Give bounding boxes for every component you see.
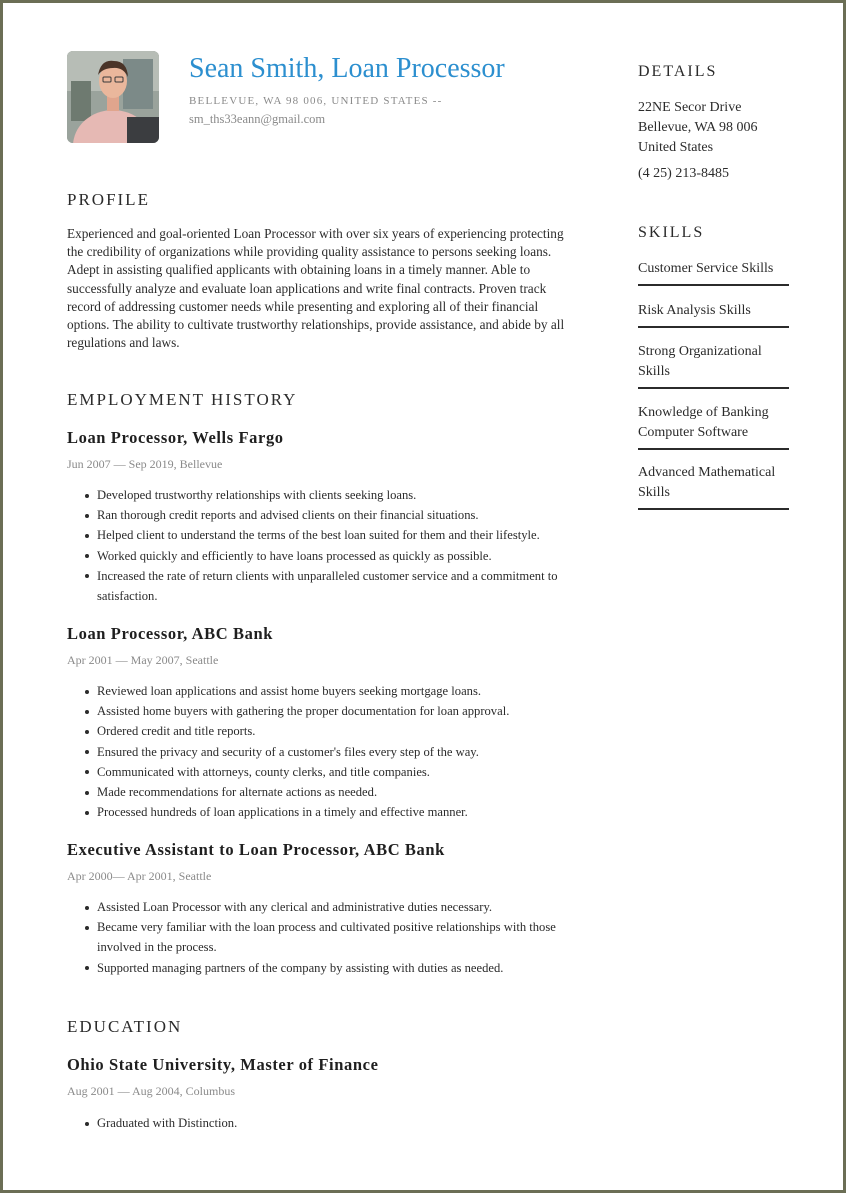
profile-photo (67, 51, 159, 143)
job-bullets (83, 681, 573, 822)
job-dates: Apr 2000— Apr 2001, Seattle (67, 869, 212, 883)
job-bullets (83, 485, 573, 606)
list-item: Reviewed loan applications and assist home buyers seeking mortgage loans. (83, 681, 573, 701)
skill-item (638, 463, 789, 510)
skill-label: Advanced Mathematical (638, 465, 776, 480)
list-item: Made recommendations for alternate actions as needed. (83, 782, 573, 802)
skill-item (638, 259, 789, 286)
skill-label: Strong Organizational (638, 344, 762, 359)
details-country: United States (638, 140, 714, 155)
job-bullets (83, 897, 573, 978)
job-dates: Apr 2001 — May 2007, Seattle (67, 653, 219, 667)
list-item: Processed hundreds of loan applications in a timely and effective manner. (83, 802, 573, 822)
list-item: Assisted home buyers with gathering the proper documentation for loan approval. (83, 701, 573, 721)
skill-label: Customer Service Skills (638, 261, 774, 276)
job-title: Loan Processor, Wells Fargo (67, 428, 284, 447)
skills-heading: SKILLS (638, 224, 705, 241)
education-dates: Aug 2001 — Aug 2004, Columbus (67, 1084, 236, 1098)
job-title: Loan Processor, ABC Bank (67, 624, 274, 643)
skill-label: Knowledge of Banking (638, 405, 769, 420)
list-item: Worked quickly and efficiently to have loans processed as quickly as possible. (83, 546, 573, 566)
education-heading: EDUCATION (67, 1017, 183, 1036)
resume-page (3, 3, 843, 1190)
profile-heading: PROFILE (67, 190, 150, 209)
list-item: Developed trustworthy relationships with clients seeking loans. (83, 485, 573, 505)
skill-label: Skills (638, 485, 670, 500)
details-street: 22NE Secor Drive (638, 100, 742, 115)
candidate-name: Sean Smith, Loan Processor (189, 53, 505, 84)
skill-item (638, 342, 789, 389)
list-item: Ran thorough credit reports and advised clients on their financial situations. (83, 505, 573, 525)
header-address: BELLEVUE, WA 98 006, UNITED STATES -- (189, 95, 443, 107)
list-item: Communicated with attorneys, county clerks, and title companies. (83, 762, 573, 782)
details-phone: (4 25) 213-8485 (638, 166, 729, 181)
header-email: sm_ths33eann@gmail.com (189, 112, 326, 126)
list-item: Ensured the privacy and security of a customer's files every step of the way. (83, 742, 573, 762)
skill-item (638, 301, 789, 328)
list-item: Graduated with Distinction. (83, 1113, 573, 1133)
list-item: Became very familiar with the loan process and cultivated positive relationships with those involved in the process. (83, 917, 573, 957)
profile-summary: Experienced and goal-oriented Loan Processor with over six years of experiencing protecting the credibility of organizations while providing quality assistance to persons seeking loans. Adept in assisting qualified applicants with obtaining loans in a timely manner. Able to successfully analyze and evaluate loan applications and write final contracts. Proven track record of addressing customer needs while presenting and exploring all of their financial options. The ability to cultivate trustworthy relationships, provide assistance, and abide by all regulations and laws. (67, 226, 565, 351)
details-heading: DETAILS (638, 63, 718, 80)
employment-heading: EMPLOYMENT HISTORY (67, 390, 298, 409)
list-item: Increased the rate of return clients with unparalleled customer service and a commitment to satisfaction. (83, 566, 573, 606)
education-title: Ohio State University, Master of Finance (67, 1055, 379, 1074)
list-item: Assisted Loan Processor with any clerical and administrative duties necessary. (83, 897, 573, 917)
details-city: Bellevue, WA 98 006 (638, 120, 758, 135)
job-title: Executive Assistant to Loan Processor, ABC Bank (67, 840, 445, 859)
skill-label: Computer Software (638, 425, 749, 440)
list-item: Supported managing partners of the company by assisting with duties as needed. (83, 958, 573, 978)
education-bullets (83, 1113, 573, 1133)
job-dates: Jun 2007 — Sep 2019, Bellevue (67, 457, 223, 471)
person-photo-icon (67, 51, 159, 143)
list-item: Helped client to understand the terms of the best loan suited for them and their lifestyle. (83, 525, 573, 545)
skill-label: Skills (638, 364, 670, 379)
skill-item (638, 403, 789, 450)
skill-label: Risk Analysis Skills (638, 303, 751, 318)
list-item: Ordered credit and title reports. (83, 721, 573, 741)
